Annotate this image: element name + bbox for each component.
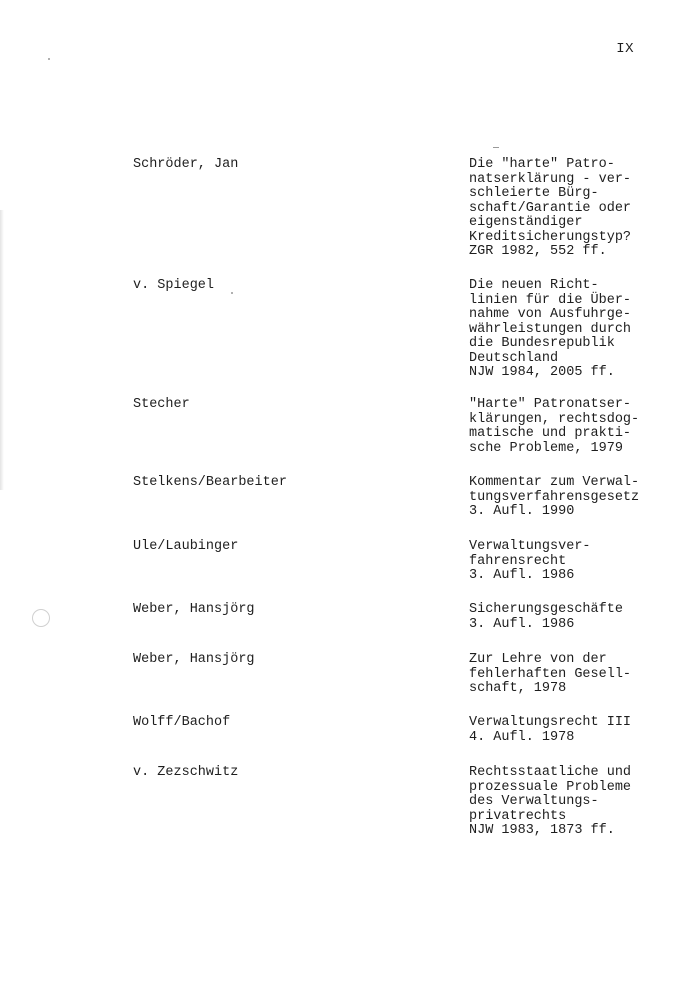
scan-speck: [231, 292, 233, 294]
entry-title: Verwaltungsver- fahrensrecht 3. Aufl. 1986: [469, 539, 591, 583]
entry-title: Die neuen Richt- linien für die Über- nahme von Ausfuhrge- währleistungen durch die Bundesrepublik Deutschland NJW 1984, 2005 ff.: [469, 278, 632, 380]
entry-author: v. Zezschwitz: [133, 765, 239, 780]
scan-speck: [48, 58, 50, 60]
entry-author: Stecher: [133, 397, 190, 412]
entry-title: Zur Lehre von der fehlerhaften Gesell- schaft, 1978: [469, 652, 632, 696]
entry-author: Wolff/Bachof: [133, 715, 231, 730]
entry-title: "Harte" Patronatser- klärungen, rechtsdog- matische und prakti- sche Probleme, 1979: [469, 397, 640, 456]
entry-author: Weber, Hansjörg: [133, 602, 255, 617]
scan-edge-shadow: [0, 210, 4, 490]
entry-title: Kommentar zum Verwal- tungsverfahrensgesetz 3. Aufl. 1990: [469, 475, 640, 519]
entry-title: Rechtsstaatliche und prozessuale Probleme des Verwaltungs- privatrechts NJW 1983, 1873 ff.: [469, 765, 632, 838]
punch-hole: [32, 609, 50, 627]
entry-author: Ule/Laubinger: [133, 539, 239, 554]
entry-author: Schröder, Jan: [133, 157, 239, 172]
entry-author: v. Spiegel: [133, 278, 215, 293]
entry-title: Verwaltungsrecht III 4. Aufl. 1978: [469, 715, 632, 745]
entry-author: Weber, Hansjörg: [133, 652, 255, 667]
entry-title: Die "harte" Patro- natserklärung - ver- schleierte Bürg- schaft/Garantie oder eigenständiger Kreditsicherungstyp? ZGR 1982, 552 ff.: [469, 157, 632, 259]
entry-title: Sicherungsgeschäfte 3. Aufl. 1986: [469, 602, 623, 632]
scan-speck: [493, 147, 499, 148]
entry-author: Stelkens/Bearbeiter: [133, 475, 287, 490]
page-number: IX: [616, 41, 634, 57]
